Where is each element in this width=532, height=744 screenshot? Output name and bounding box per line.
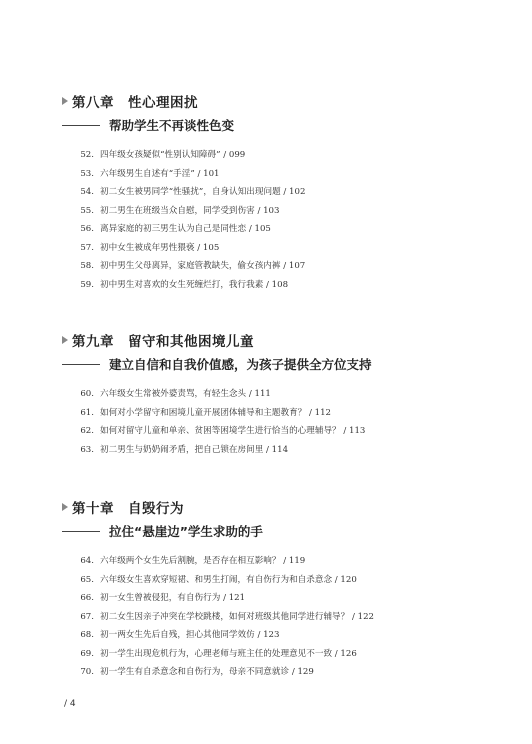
entry-number: 66.: [80, 593, 94, 603]
entry-page: / 113: [343, 426, 366, 436]
toc-entry: [74, 220, 305, 239]
entry-title: 初二男生与奶奶闹矛盾，把自己锁在房间里: [100, 444, 264, 455]
chapter-8: [62, 92, 305, 294]
entry-page: / 119: [283, 556, 306, 566]
toc-entry: [74, 422, 372, 441]
entry-number: 56.: [80, 224, 94, 234]
toc-entry: [74, 202, 305, 221]
chapter-number: 第九章: [72, 334, 114, 350]
entry-title: 初中男生父母离异，家庭管教缺失，偷女孩内裤: [100, 261, 281, 271]
entry-page: / 101: [197, 168, 220, 179]
entry-page: / 105: [197, 242, 220, 253]
entry-title: 六年级两个女生先后割腕，是否存在相互影响？: [100, 556, 281, 566]
toc-entry: [74, 146, 305, 165]
chapter-title: [72, 330, 254, 350]
entry-number: 55.: [80, 205, 94, 216]
toc-list: [62, 146, 305, 294]
entry-title: 如何对留守儿童和单亲、贫困等困境学生进行恰当的心理辅导？: [100, 426, 341, 436]
entry-page: / 114: [266, 444, 289, 455]
triangle-icon: [62, 97, 68, 105]
toc-entry: [74, 589, 374, 608]
toc-entry: [74, 552, 374, 571]
toc-entry: [74, 183, 305, 202]
toc-entry: [74, 257, 305, 276]
entry-page: / 103: [257, 205, 280, 216]
triangle-icon: [62, 503, 68, 511]
entry-title: 初中男生对喜欢的女生死缠烂打，我行我素: [100, 279, 264, 290]
toc-list: [62, 552, 374, 682]
entry-title: 如何对小学留守和困境儿童开展团体辅导和主题教育？: [100, 407, 307, 418]
chapter-number: 第十章: [72, 501, 114, 517]
toc-entry: [74, 571, 374, 590]
chapter-subtitle: 建立自信和自我价值感，为孩子提供全方位支持: [109, 357, 372, 372]
toc-entry: [74, 663, 374, 682]
entry-title: 初一女生曾被侵犯，有自伤行为: [100, 593, 221, 603]
entry-page: / 129: [291, 667, 314, 677]
entry-page: / 123: [257, 630, 280, 640]
entry-page: / 126: [334, 648, 357, 659]
chapter-name: 性心理困扰: [128, 95, 198, 111]
chapter-heading: [62, 331, 372, 349]
entry-title: 六年级男生自述有“手淫”: [100, 168, 195, 179]
entry-page: / 111: [248, 389, 271, 399]
entry-number: 60.: [80, 389, 94, 399]
chapter-number: 第八章: [72, 95, 114, 111]
entry-page: / 099: [223, 150, 246, 160]
chapter-9: [62, 331, 372, 459]
toc-entry: [74, 608, 374, 627]
entry-page: / 112: [309, 407, 332, 418]
entry-number: 53.: [80, 168, 94, 179]
entry-title: 四年级女孩疑似“性别认知障碍”: [100, 150, 221, 160]
dash-rule: [62, 364, 100, 365]
toc-entry: [74, 239, 305, 258]
entry-page: / 121: [223, 593, 246, 603]
chapter-title: [72, 91, 198, 111]
chapter-name: 自毁行为: [128, 501, 184, 517]
entry-number: 69.: [80, 648, 94, 659]
dash-rule: [62, 125, 100, 126]
entry-title: 离异家庭的初三男生认为自己是同性恋: [100, 224, 247, 234]
entry-title: 六年级女生常被外婆责骂，有轻生念头: [100, 389, 247, 399]
entry-title: 初一学生有自杀意念和自伤行为，母亲不同意就诊: [100, 667, 290, 677]
entry-number: 59.: [80, 279, 94, 290]
entry-title: 初一学生出现危机行为，心理老师与班主任的处理意见不一致: [100, 648, 333, 659]
toc-entry: [74, 404, 372, 423]
entry-page: / 120: [334, 574, 357, 585]
toc-entry: [74, 645, 374, 664]
page-number: / 4: [64, 699, 76, 709]
toc-entry: [74, 165, 305, 184]
entry-page: / 108: [266, 279, 289, 290]
entry-title: 初二女生因亲子冲突在学校跳楼，如何对班级其他同学进行辅导？: [100, 611, 350, 622]
toc-entry: [74, 626, 374, 645]
entry-number: 54.: [80, 187, 94, 197]
entry-number: 67.: [80, 611, 94, 622]
entry-number: 63.: [80, 444, 94, 455]
entry-title: 六年级女生喜欢穿短裙、和男生打闹，有自伤行为和自杀意念: [100, 574, 333, 585]
entry-number: 70.: [80, 667, 94, 677]
entry-page: / 102: [283, 187, 306, 197]
entry-number: 61.: [80, 407, 94, 418]
entry-title: 初中女生被成年男性猥亵: [100, 242, 195, 253]
entry-page: / 122: [351, 611, 374, 622]
entry-title: 初一两女生先后自残，担心其他同学效仿: [100, 630, 255, 640]
entry-page: / 107: [283, 261, 306, 271]
chapter-heading: [62, 92, 305, 110]
chapter-heading: [62, 498, 374, 516]
entry-page: / 105: [248, 224, 271, 234]
toc-list: [62, 385, 372, 459]
chapter-subtitle: 拉住“悬崖边”学生求助的手: [109, 524, 263, 539]
chapter-subheading: [62, 116, 305, 134]
entry-number: 68.: [80, 630, 94, 640]
chapter-10: [62, 498, 374, 682]
entry-number: 58.: [80, 261, 94, 271]
chapter-subtitle: 帮助学生不再谈性色变: [109, 118, 235, 133]
entry-number: 62.: [80, 426, 94, 436]
toc-entry: [74, 385, 372, 404]
entry-title: 初二男生在班级当众自慰，同学受到伤害: [100, 205, 255, 216]
toc-entry: [74, 441, 372, 460]
chapter-title: [72, 497, 184, 517]
entry-title: 初二女生被男同学“性骚扰”，自身认知出现问题: [100, 187, 281, 197]
chapter-name: 留守和其他困境儿童: [128, 334, 254, 350]
dash-rule: [62, 531, 100, 532]
chapter-subheading: [62, 355, 372, 373]
entry-number: 52.: [80, 150, 94, 160]
entry-number: 64.: [80, 556, 94, 566]
toc-entry: [74, 276, 305, 295]
chapter-subheading: [62, 522, 374, 540]
entry-number: 57.: [80, 242, 94, 253]
entry-number: 65.: [80, 574, 94, 585]
triangle-icon: [62, 336, 68, 344]
